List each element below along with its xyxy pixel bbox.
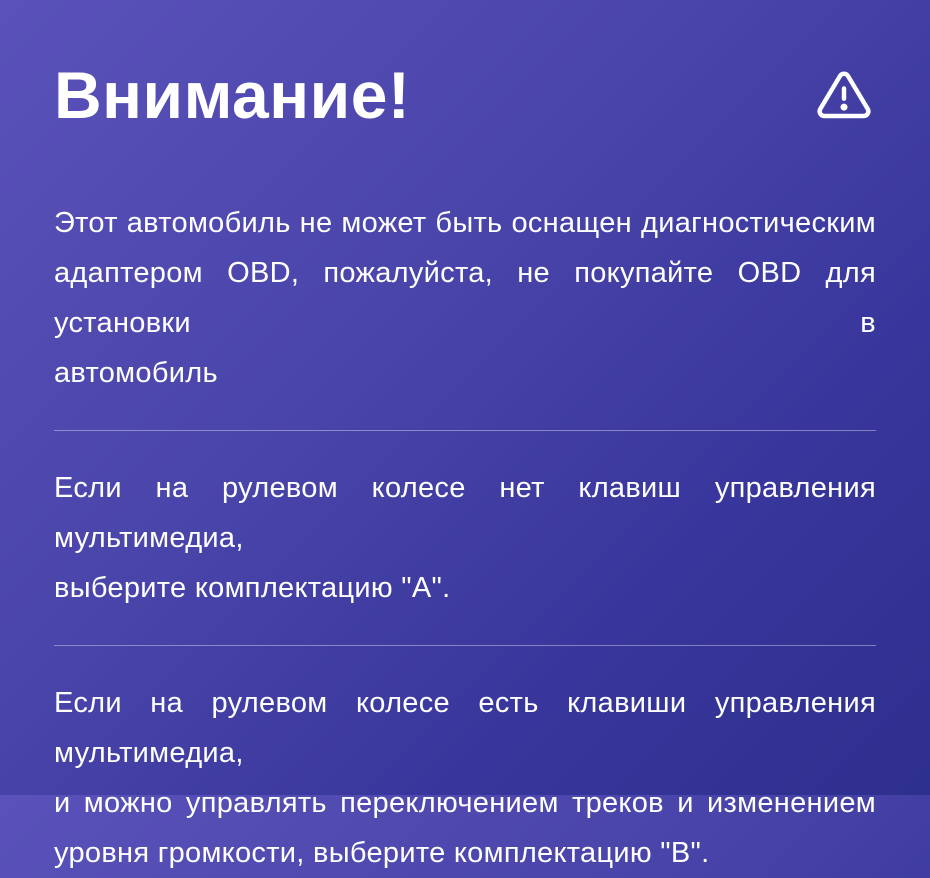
header: [54, 58, 876, 132]
text-line: уровня громкости, выберите комплектацию "B".: [54, 837, 710, 869]
text-line: адаптером OBD, пожалуйста, не покупайте OBD для установки в: [54, 257, 876, 339]
text-line: Этот автомобиль не может быть оснащен диагностическим: [54, 207, 876, 239]
text-line: Если на рулевом колесе есть клавиши управления мультимедиа,: [54, 687, 876, 769]
text-line: выберите комплектацию "А".: [54, 572, 451, 604]
paragraph-trim-b: [54, 678, 876, 878]
divider: [54, 645, 876, 646]
warning-triangle-icon: [814, 67, 874, 128]
text-line: и можно управлять переключением треков и изменением: [54, 787, 876, 819]
paragraph-trim-a: [54, 463, 876, 613]
divider: [54, 430, 876, 431]
paragraph-obd-warning: [54, 198, 876, 398]
text-line: автомобиль: [54, 357, 218, 389]
page-title: Внимание!: [54, 58, 411, 132]
text-line: Если на рулевом колесе нет клавиш управления мультимедиа,: [54, 472, 876, 554]
notice-content: [54, 198, 876, 878]
